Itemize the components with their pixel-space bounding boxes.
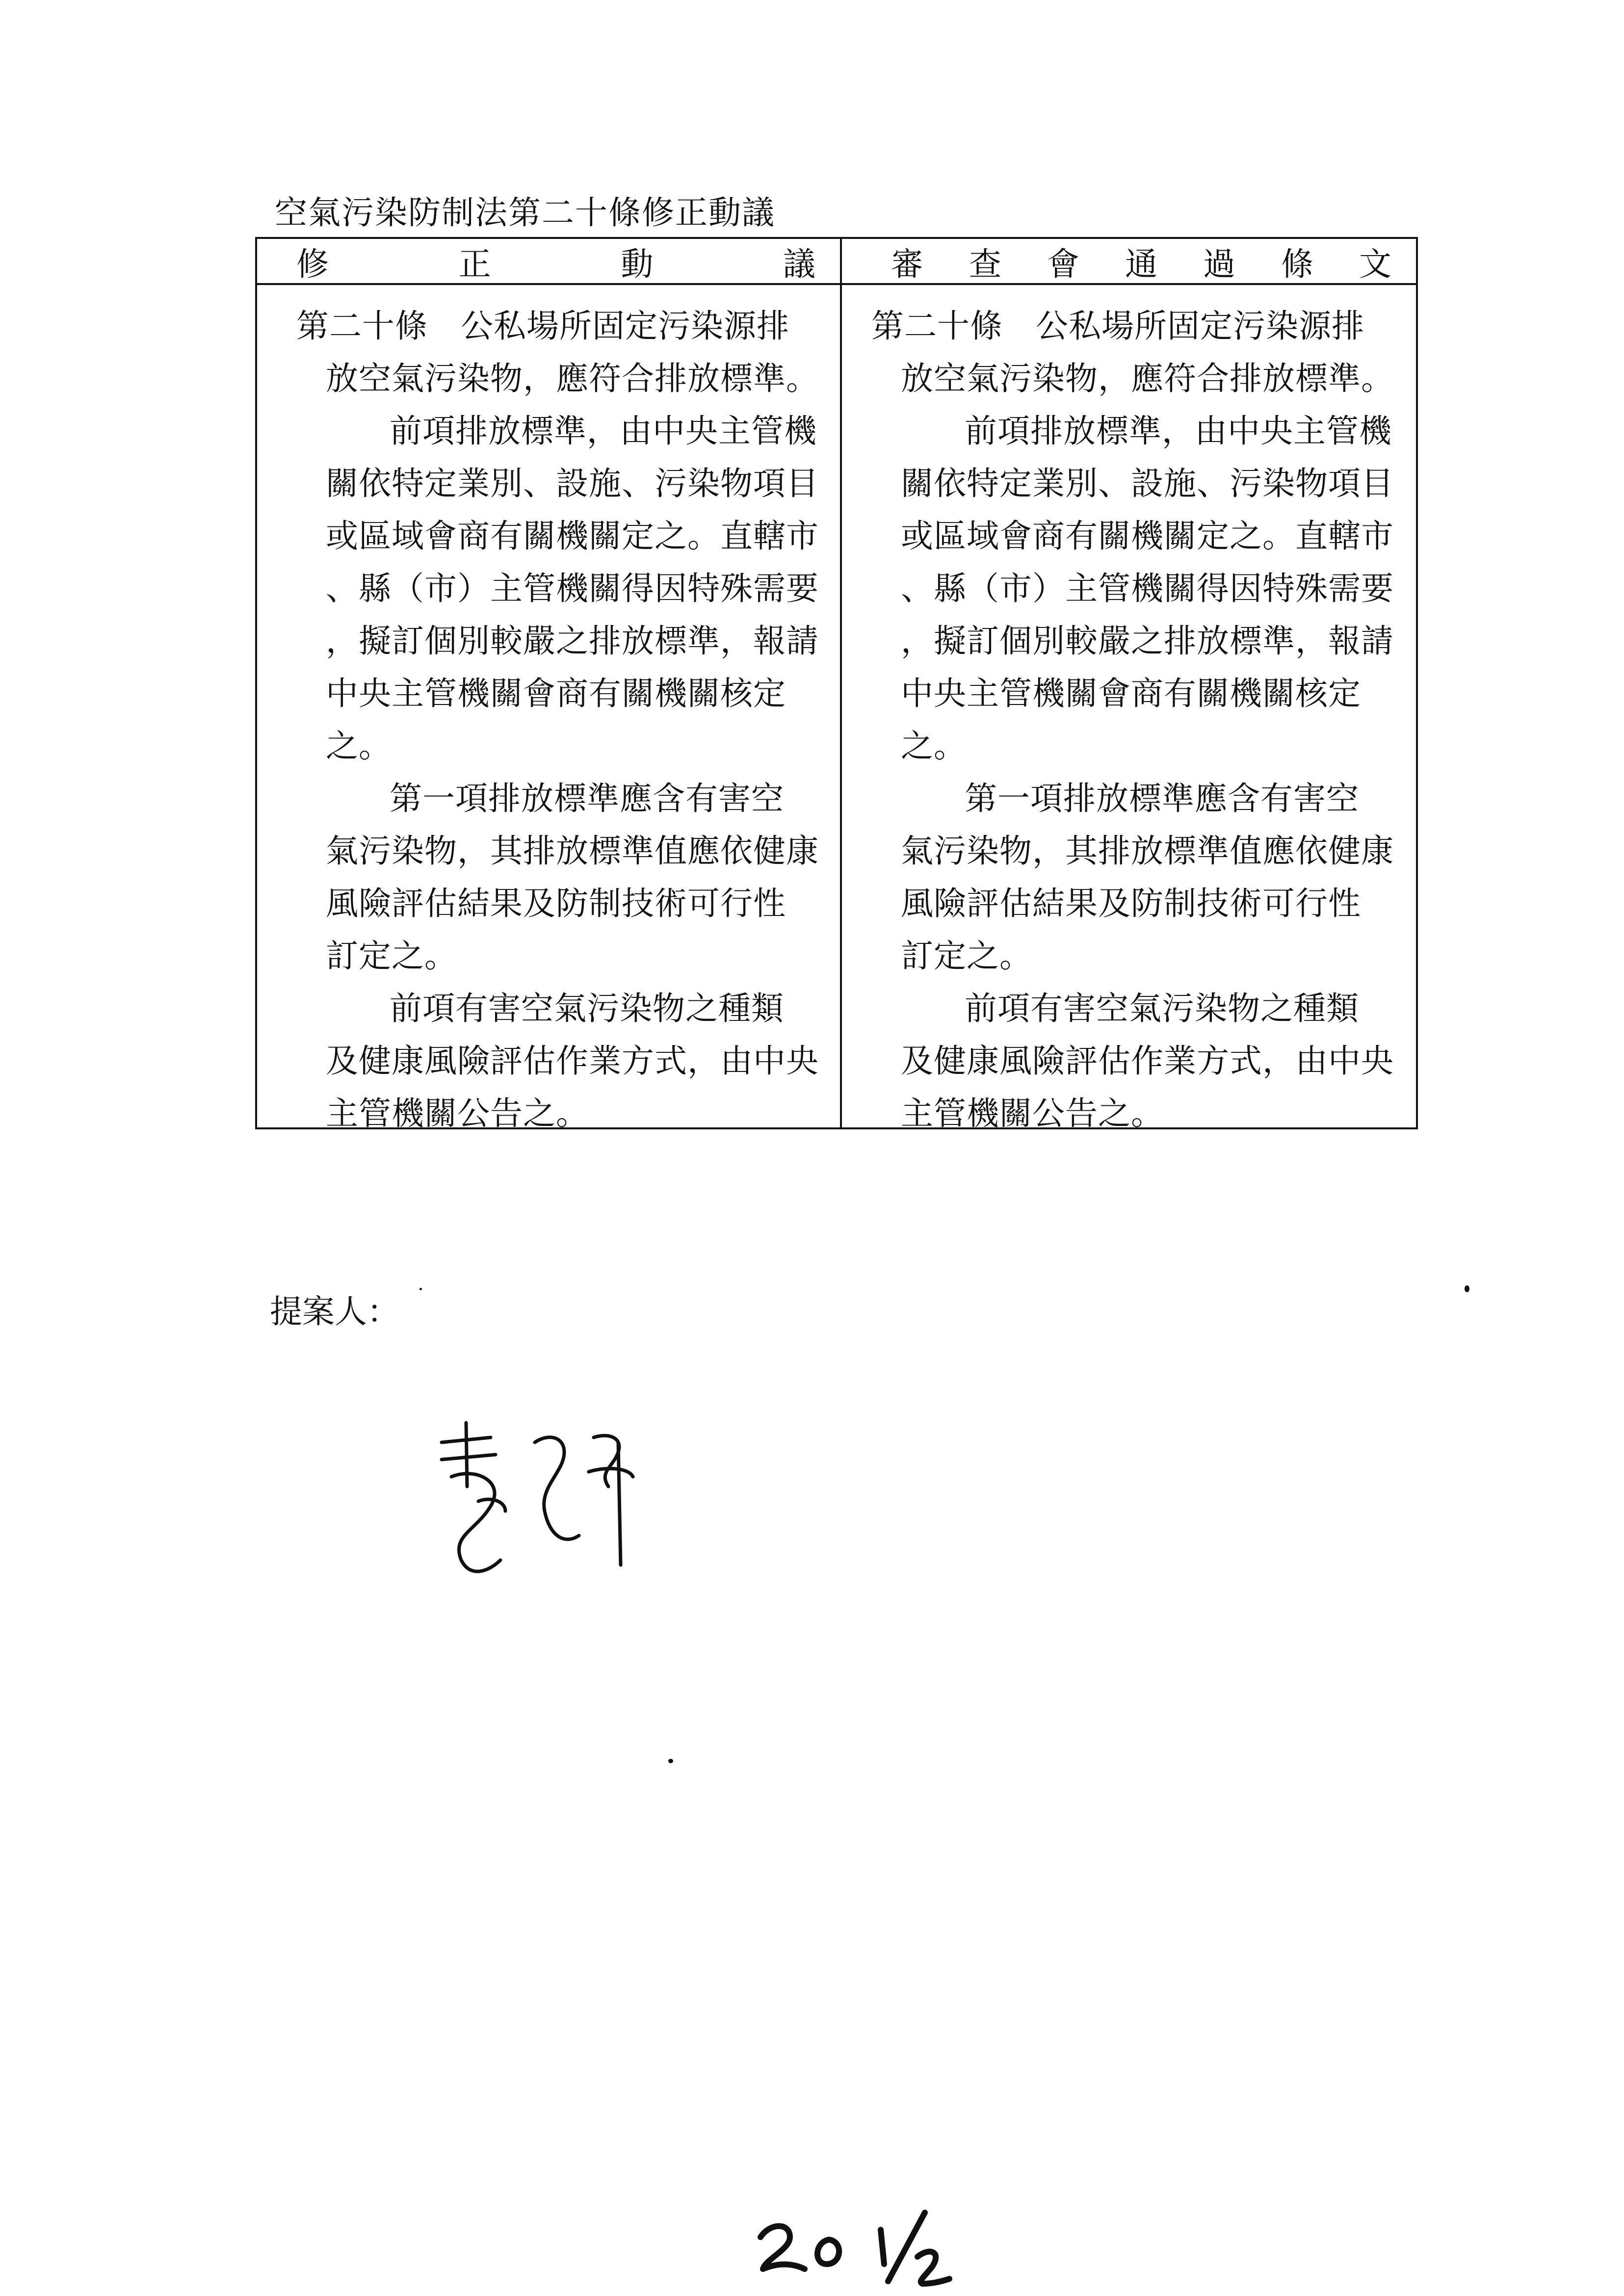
amendment-text-column xyxy=(257,285,842,1132)
text-line: 前項排放標準，由中央主管機 xyxy=(965,412,1392,450)
text-line: 、縣（市）主管機關得因特殊需要 xyxy=(901,570,1394,607)
header-char: 通 xyxy=(1125,245,1157,283)
header-char: 議 xyxy=(783,245,815,283)
header-char: 會 xyxy=(1047,245,1079,283)
text-line: 關依特定業別、設施、污染物項目 xyxy=(901,465,1394,502)
document-title: 空氣污染防制法第二十條修正動議 xyxy=(275,194,775,232)
header-committee-text xyxy=(842,239,1416,283)
text-line: 或區域會商有關機關定之。直轄市 xyxy=(901,517,1394,555)
header-char: 條 xyxy=(1281,245,1313,283)
text-line: 主管機關公告之。 xyxy=(901,1095,1164,1132)
table-body-row xyxy=(257,285,1416,1132)
header-char: 動 xyxy=(621,245,654,283)
text-line: ，擬訂個別較嚴之排放標準，報請 xyxy=(901,622,1394,660)
handwritten-signature xyxy=(432,1413,707,1590)
text-line: 中央主管機關會商有關機關核定 xyxy=(901,675,1361,712)
text-line: 氣污染物，其排放標準值應依健康 xyxy=(901,832,1394,870)
text-line: 第一項排放標準應含有害空 xyxy=(965,780,1359,817)
scan-speck xyxy=(668,1759,673,1763)
text-line: 訂定之。 xyxy=(901,937,1032,975)
text-line: 訂定之。 xyxy=(326,937,457,975)
proposer-label: 提案人： xyxy=(270,1293,399,1331)
text-line: 放空氣污染物，應符合排放標準。 xyxy=(326,360,819,397)
text-line: 氣污染物，其排放標準值應依健康 xyxy=(326,832,819,870)
text-line: 、縣（市）主管機關得因特殊需要 xyxy=(326,570,819,607)
amendment-table xyxy=(255,237,1418,1132)
handwritten-page-number xyxy=(756,2203,981,2291)
text-line: 第一項排放標準應含有害空 xyxy=(390,780,784,817)
text-line: 或區域會商有關機關定之。直轄市 xyxy=(326,517,819,555)
text-line: 前項有害空氣污染物之種類 xyxy=(390,990,784,1027)
text-line: 第二十條 公私場所固定污染源排 xyxy=(871,307,1364,345)
text-line: 第二十條 公私場所固定污染源排 xyxy=(296,307,789,345)
header-char: 審 xyxy=(891,245,923,283)
header-char: 修 xyxy=(296,245,329,283)
header-char: 過 xyxy=(1203,245,1235,283)
header-char: 文 xyxy=(1359,245,1391,283)
header-char: 正 xyxy=(458,245,491,283)
header-amendment-motion xyxy=(257,239,842,283)
text-line: 關依特定業別、設施、污染物項目 xyxy=(326,465,819,502)
text-line: 前項有害空氣污染物之種類 xyxy=(965,990,1359,1027)
text-line: 風險評估結果及防制技術可行性 xyxy=(326,885,786,922)
text-line: 放空氣污染物，應符合排放標準。 xyxy=(901,360,1394,397)
text-line: 及健康風險評估作業方式，由中央 xyxy=(901,1042,1394,1080)
header-char: 查 xyxy=(969,245,1001,283)
text-line: 之。 xyxy=(326,727,392,765)
scan-speck xyxy=(1465,1285,1469,1292)
scan-speck xyxy=(419,1288,422,1290)
text-line: 中央主管機關會商有關機關核定 xyxy=(326,675,786,712)
committee-text-column xyxy=(842,285,1416,1132)
text-line: ，擬訂個別較嚴之排放標準，報請 xyxy=(326,622,819,660)
text-line: 主管機關公告之。 xyxy=(326,1095,589,1132)
text-line: 及健康風險評估作業方式，由中央 xyxy=(326,1042,819,1080)
table-header-row xyxy=(257,239,1416,285)
text-line: 之。 xyxy=(901,727,967,765)
text-line: 前項排放標準，由中央主管機 xyxy=(390,412,817,450)
text-line: 風險評估結果及防制技術可行性 xyxy=(901,885,1361,922)
